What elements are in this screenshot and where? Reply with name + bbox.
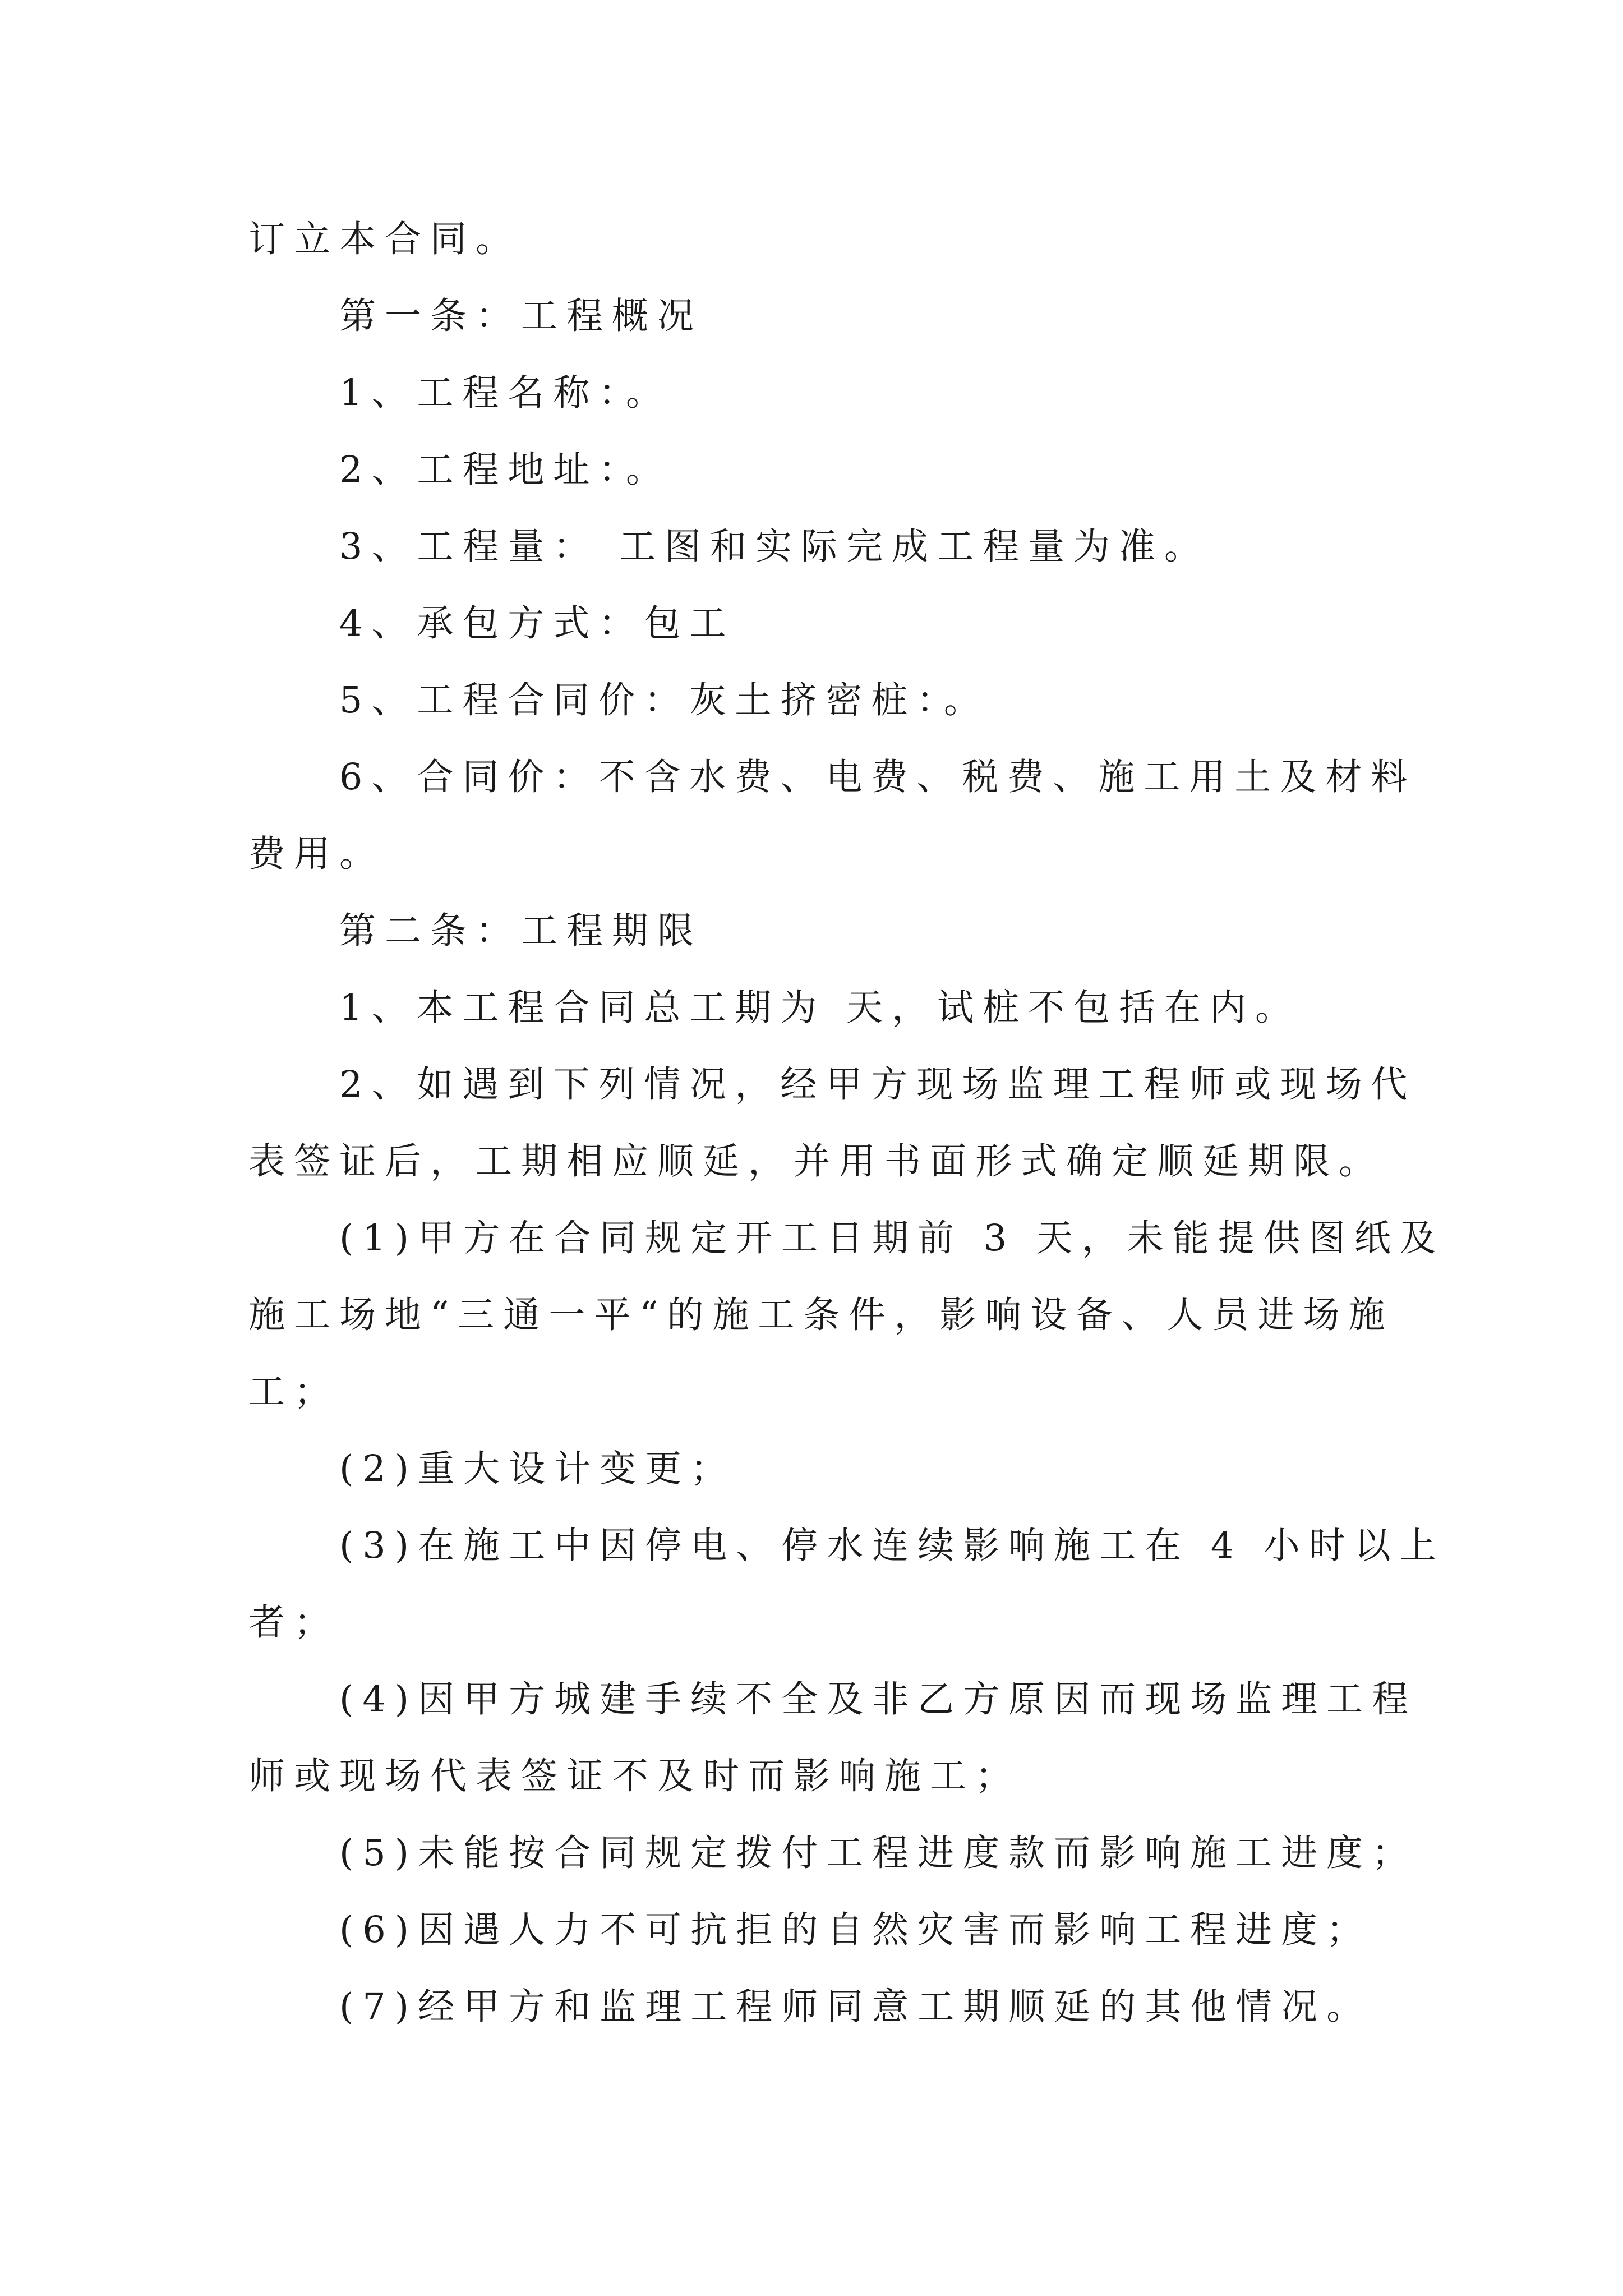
paragraph-line: 施工场地“三通一平“的施工条件，影响设备、人员进场施 xyxy=(248,1294,1394,1336)
paragraph-line: 者； xyxy=(248,1602,340,1644)
paragraph-line: 2、工程地址：。 xyxy=(339,449,671,491)
paragraph-line: 4、承包方式：包工 xyxy=(339,602,735,645)
paragraph-line: 1、本工程合同总工期为 天，试桩不包括在内。 xyxy=(339,987,1301,1029)
paragraph-line: (5)未能按合同规定拨付工程进度款而影响施工进度； xyxy=(339,1832,1418,1874)
paragraph-line: (1)甲方在合同规定开工日期前 3 天，未能提供图纸及 xyxy=(339,1217,1445,1259)
paragraph-line: 表签证后，工期相应顺延，并用书面形式确定顺延期限。 xyxy=(248,1140,1385,1182)
paragraph-line: (6)因遇人力不可抗拒的自然灾害而影响工程进度； xyxy=(339,1909,1372,1951)
paragraph-line: 工； xyxy=(248,1371,340,1413)
section-heading: 第一条：工程概况 xyxy=(339,295,703,337)
paragraph-line: 2、如遇到下列情况，经甲方现场监理工程师或现场代 xyxy=(339,1064,1417,1106)
paragraph-line: 师或现场代表签证不及时而影响施工； xyxy=(248,1755,1021,1797)
paragraph-line: 3、工程量： 工图和实际完成工程量为准。 xyxy=(339,526,1210,568)
contract-body xyxy=(248,201,1445,2045)
paragraph-line: 订立本合同。 xyxy=(248,218,522,260)
paragraph-line: (4)因甲方城建手续不全及非乙方原因而现场监理工程 xyxy=(339,1678,1418,1720)
paragraph-line: 5、工程合同价：灰土挤密桩：。 xyxy=(339,679,989,721)
paragraph-line: 6、合同价：不含水费、电费、税费、施工用土及材料 xyxy=(339,756,1417,798)
paragraph-line: (2)重大设计变更； xyxy=(339,1448,736,1490)
paragraph-line: 1、工程名称：。 xyxy=(339,372,671,414)
paragraph-line: 费用。 xyxy=(248,833,385,875)
section-heading: 第二条：工程期限 xyxy=(339,910,703,952)
paragraph-line: (7)经甲方和监理工程师同意工期顺延的其他情况。 xyxy=(339,1986,1372,2028)
paragraph-line: (3)在施工中因停电、停水连续影响施工在 4 小时以上 xyxy=(339,1525,1445,1567)
